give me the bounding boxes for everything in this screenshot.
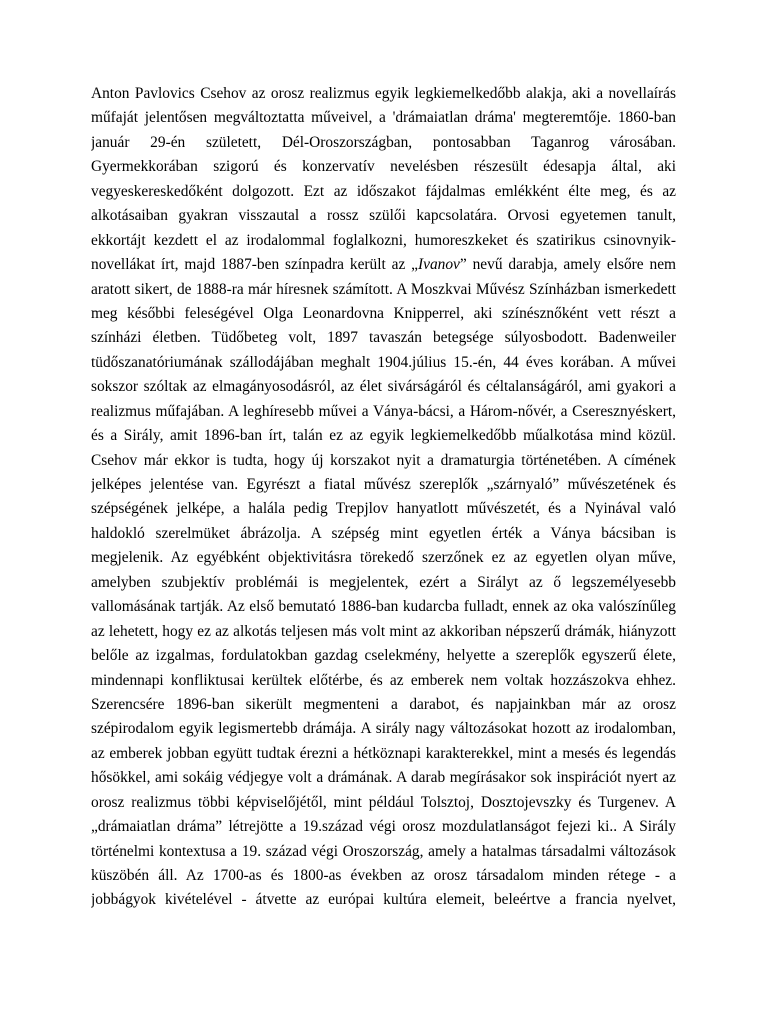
text-line: orosz realizmus többi képviselőjétől, mint például Tolsztoj, Dosztojevszky és Turgenev. A: [91, 793, 676, 811]
text-line: az lehetett, hogy ez az alkotás teljesen más volt mint az akkoriban népszerű drámák, hiányzott: [91, 622, 676, 640]
text-line: sokszor szóltak az elmagányosodásról, az élet sivárságáról és céltalanságáról, ami gyakori a: [91, 378, 676, 396]
text-line: és a Sirály, amit 1896-ban írt, talán ez az egyik legkiemelkedőbb műalkotása mind közül.: [91, 427, 676, 445]
text-line: megjelenik. Az egyébként objektivitásra törekedő szerzőnek ez az egyetlen olyan műve,: [91, 549, 676, 567]
text-line: Gyermekkorában szigorú és konzervatív nevelésben részesült édesapja által, aki: [91, 158, 676, 176]
text-line: ekkortájt kezdett el az irodalommal foglalkozni, humoreszkeket és szatirikus csinovnyik-: [91, 231, 676, 249]
text-line: amelyben szubjektív problémái is megjelentek, ezért a Sirályt az ő legszemélyesebb: [91, 573, 676, 591]
text-line: Csehov már ekkor is tudta, hogy új korszakot nyit a dramaturgia történetében. A címének: [91, 451, 676, 469]
text-line: január 29-én született, Dél-Oroszországban, pontosabban Taganrog városában.: [91, 133, 676, 151]
text-line: aratott sikert, de 1888-ra már híresnek számított. A Moszkvai Művész Színházban ismerkedett: [91, 280, 676, 298]
play-title-italic: Ivanov: [418, 256, 460, 274]
text-line: novellákat írt, majd 1887-ben színpadra került az „Ivanov” nevű darabja, amely elsőre nem: [91, 256, 676, 274]
text-line: szépségének jelképe, a halála pedig Trepjlov hanyatlott művészetét, és a Nyinával való: [91, 500, 676, 518]
text-line: jobbágyok kivételével - átvette az európai kultúra elemeit, beleértve a francia nyelvet,: [91, 891, 676, 909]
text-line: történelmi kontextusa a 19. század végi Oroszország, amely a hatalmas társadalmi változások: [91, 842, 676, 860]
text-line: meg későbbi feleségével Olga Leonardovna Knipperrel, aki színésznőként vett részt a: [91, 304, 676, 322]
text-line: Szerencsére 1896-ban sikerült megmenteni a darabot, és napjainkban már az orosz: [91, 695, 676, 713]
text-line: mindennapi konfliktusai kerültek előtérbe, és az emberek nem voltak hozzászokva ehhez.: [91, 671, 676, 689]
text-line: színházi életben. Tüdőbeteg volt, 1897 tavaszán betegsége súlyosbodott. Badenweiler: [91, 329, 676, 347]
text-line: Anton Pavlovics Csehov az orosz realizmus egyik legkiemelkedőbb alakja, aki a novellaírás: [91, 85, 676, 102]
text-line: alkotásaiban gyakran visszautal a rossz szülői kapcsolatára. Orvosi egyetemen tanult,: [91, 207, 676, 225]
text-line: tüdőszanatóriumának szállodájában meghalt 1904.július 15.-én, 44 éves korában. A művei: [91, 353, 676, 371]
text-line: műfaját jelentősen megváltoztatta műveivel, a 'drámaiatlan dráma' megteremtője. 1860-ban: [91, 109, 676, 127]
body-text: [91, 82, 676, 913]
text-line: belőle az izgalmas, fordulatokban gazdag cselekmény, helyette a szereplők egyszerű élete,: [91, 647, 676, 665]
text-line: jelképes jelentése van. Egyrészt a fiatal művész szereplők „szárnyaló” művészetének és: [91, 476, 676, 493]
text-line: haldokló szerelmüket ábrázolja. A szépség mint egyetlen érték a Ványa bácsiban is: [91, 524, 676, 542]
text-line: vegyeskereskedőként dolgozott. Ezt az időszakot fájdalmas emlékként élte meg, és az: [91, 182, 676, 200]
text-line: küszöbén áll. Az 1700-as és 1800-as években az orosz társadalom minden rétege - a: [91, 867, 676, 884]
text-line: hősökkel, ami sokáig védjegye volt a drámának. A darab megírásakor sok inspirációt nyert az: [91, 769, 676, 787]
text-line: „drámaiatlan dráma” létrejötte a 19.század végi orosz mozdulatlanságot fejezi ki.. A Sirály: [91, 818, 676, 836]
text-line: szépirodalom egyik legismertebb drámája. A sirály nagy változásokat hozott az irodalomban,: [91, 720, 676, 738]
text-line: realizmus műfajában. A leghíresebb művei a Ványa-bácsi, a Három-nővér, a Cseresznyéskert,: [91, 402, 676, 420]
text-line: vallomásának tartják. Az első bemutató 1886-ban kudarcba fulladt, ennek az oka valószínűleg: [91, 598, 676, 616]
text-line: az emberek jobban együtt tudtak érezni a hétköznapi karakterekkel, mint a mesés és legendás: [91, 744, 676, 762]
